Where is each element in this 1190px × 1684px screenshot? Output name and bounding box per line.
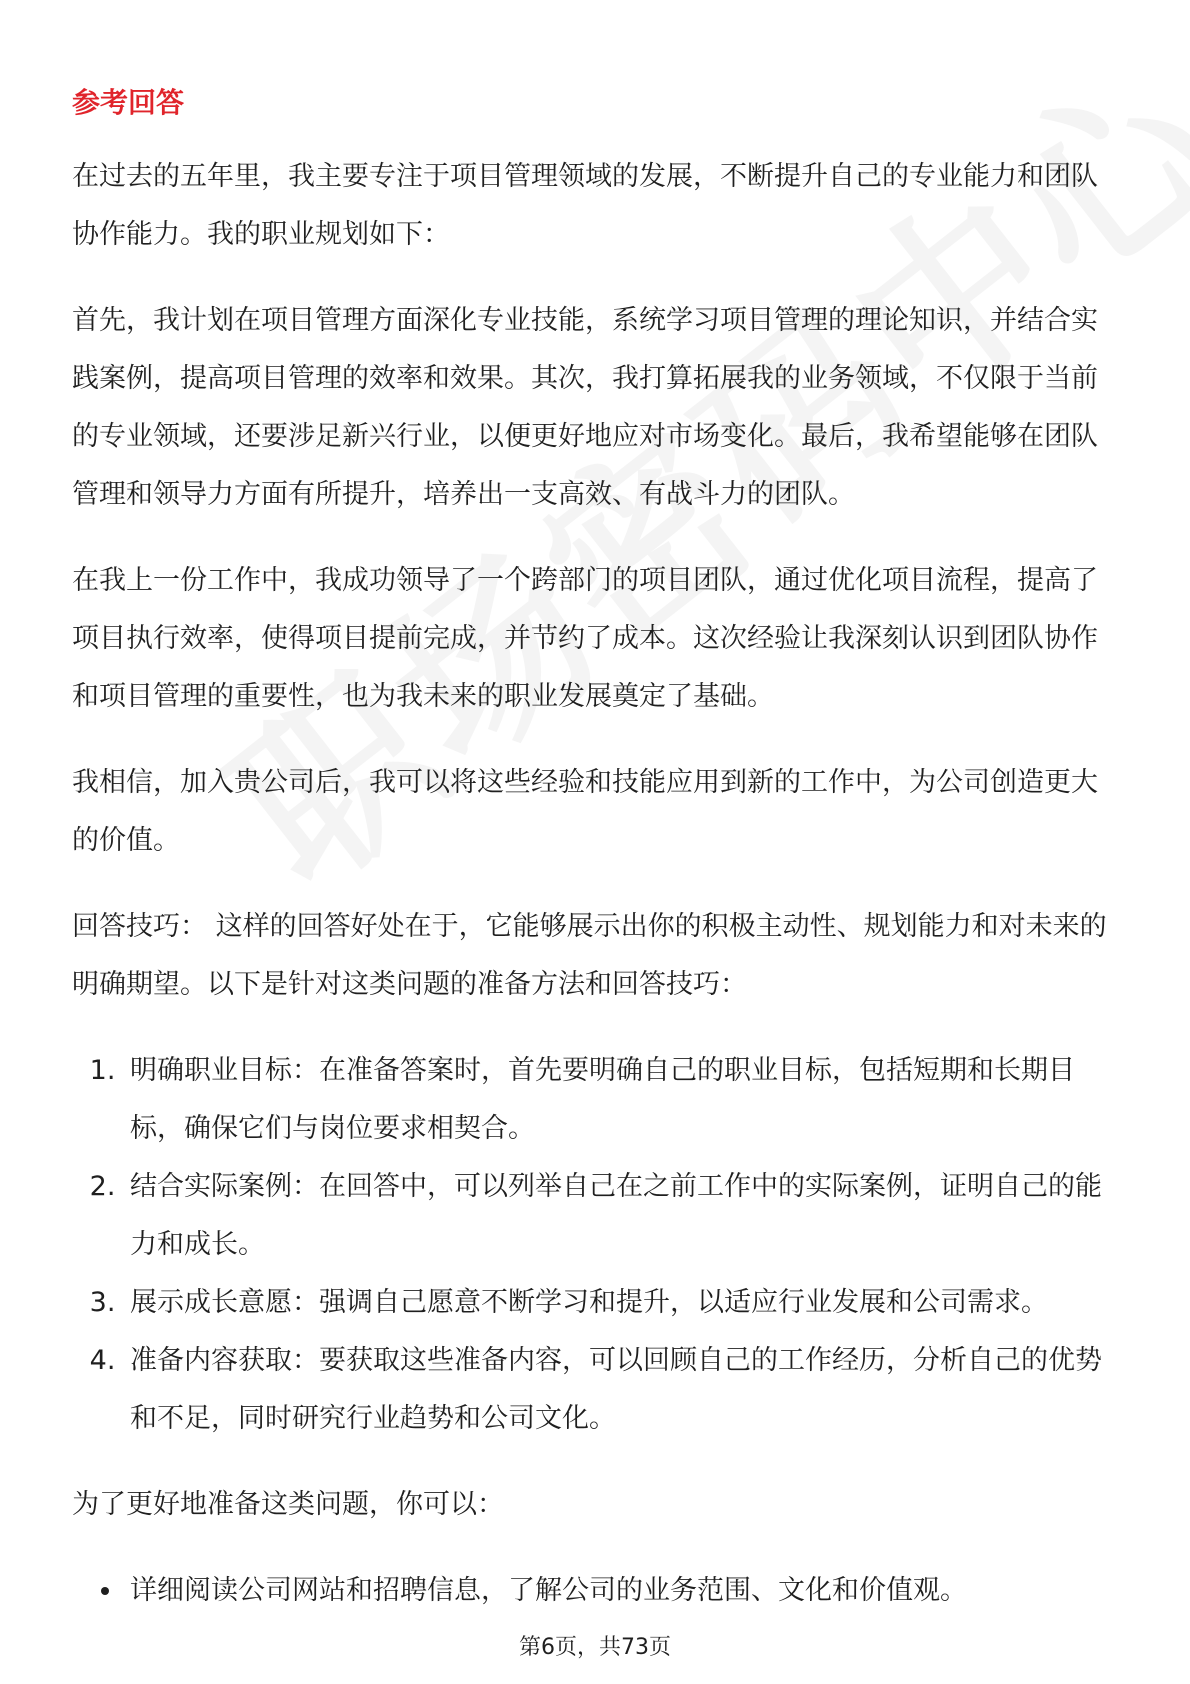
paragraph-experience: 在我上一份工作中，我成功领导了一个跨部门的项目团队，通过优化项目流程，提高了项目执行效率，使得项目提前完成，并节约了成本。这次经验让我深刻认识到团队协作和项目管理的重要性，也为我未来的职业发展奠定了基础。	[72, 565, 1098, 712]
document-body	[72, 82, 1122, 1620]
section-heading: 参考回答	[72, 86, 185, 119]
list-item: 4. 准备内容获取：要获取这些准备内容，可以回顾自己的工作经历，分析自己的优势和不足，同时研究行业趋势和公司文化。	[124, 1332, 1122, 1448]
list-item: • 详细阅读公司网站和招聘信息，了解公司的业务范围、文化和价值观。	[124, 1562, 1122, 1620]
prep-list	[72, 1562, 1122, 1620]
list-item: 2. 结合实际案例：在回答中，可以列举自己在之前工作中的实际案例，证明自己的能力和成长。	[124, 1158, 1122, 1274]
paragraph-value: 我相信，加入贵公司后，我可以将这些经验和技能应用到新的工作中，为公司创造更大的价值。	[72, 767, 1098, 856]
paragraph-intro: 在过去的五年里，我主要专注于项目管理领域的发展，不断提升自己的专业能力和团队协作能力。我的职业规划如下：	[72, 161, 1098, 250]
list-item: 1. 明确职业目标：在准备答案时，首先要明确自己的职业目标，包括短期和长期目标，确保它们与岗位要求相契合。	[124, 1042, 1122, 1158]
list-item: 3. 展示成长意愿：强调自己愿意不断学习和提升，以适应行业发展和公司需求。	[124, 1274, 1122, 1332]
paragraph-tips-intro: 回答技巧： 这样的回答好处在于，它能够展示出你的积极主动性、规划能力和对未来的明确期望。以下是针对这类问题的准备方法和回答技巧：	[72, 911, 1107, 1000]
paragraph-prep-intro: 为了更好地准备这类问题，你可以：	[72, 1489, 504, 1520]
paragraph-plan: 首先，我计划在项目管理方面深化专业技能，系统学习项目管理的理论知识，并结合实践案例，提高项目管理的效率和效果。其次，我打算拓展我的业务领域，不仅限于当前的专业领域，还要涉足新兴行业，以便更好地应对市场变化。最后，我希望能够在团队管理和领导力方面有所提升，培养出一支高效、有战斗力的团队。	[72, 305, 1098, 510]
page-number: 第6页，共73页	[519, 1635, 671, 1660]
tips-list	[72, 1042, 1122, 1448]
